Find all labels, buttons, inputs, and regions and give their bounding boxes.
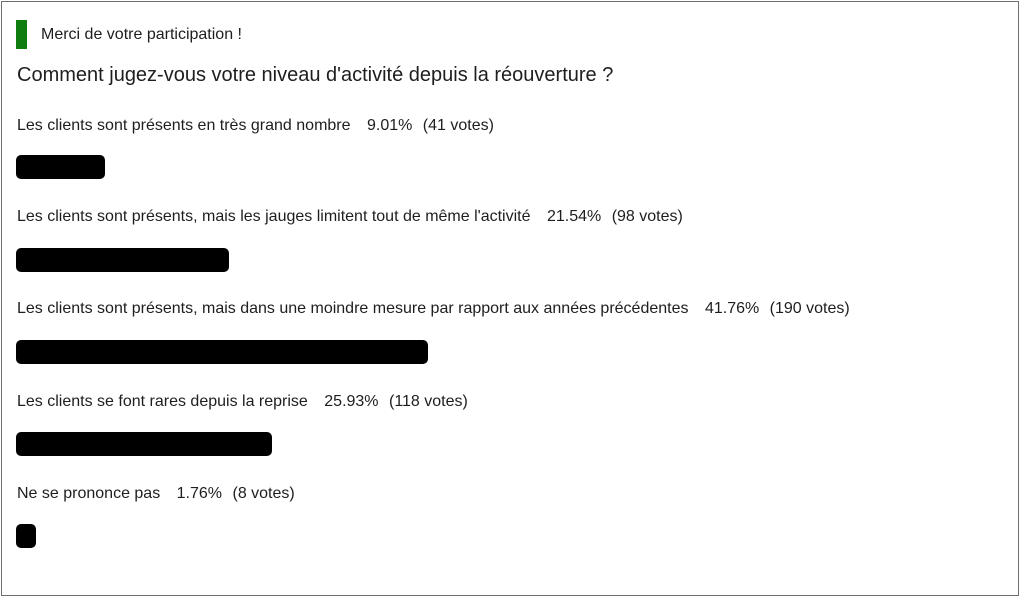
poll-option-label (17, 300, 850, 318)
notice-text: Merci de votre participation ! (41, 25, 242, 43)
poll-results-panel (1, 1, 1019, 596)
poll-option-label (17, 485, 295, 503)
option-percent: 25.93% (324, 393, 379, 410)
option-votes: (190 votes) (769, 300, 850, 317)
notice-accent-bar (16, 20, 27, 49)
poll-result-bar (16, 340, 428, 364)
option-votes: (98 votes) (611, 208, 683, 225)
option-percent: 9.01% (366, 117, 413, 134)
option-text: Ne se prononce pas (17, 485, 161, 502)
option-text: Les clients sont présents en très grand nombre (17, 117, 351, 134)
option-text: Les clients se font rares depuis la reprise (17, 393, 308, 410)
poll-option-label (17, 117, 494, 135)
poll-option-label (17, 208, 683, 226)
poll-result-bar (16, 248, 229, 272)
option-percent: 41.76% (704, 300, 760, 317)
option-votes: (8 votes) (232, 485, 295, 502)
option-text: Les clients sont présents, mais dans une moindre mesure par rapport aux années précédentes (17, 300, 689, 317)
poll-result-bar (16, 524, 36, 548)
option-votes: (41 votes) (422, 117, 494, 134)
poll-result-bar (16, 432, 272, 456)
participation-notice (16, 20, 242, 49)
poll-option-label (17, 393, 468, 411)
poll-question: Comment jugez-vous votre niveau d'activité depuis la réouverture ? (17, 64, 614, 86)
poll-result-bar (16, 155, 105, 179)
option-percent: 21.54% (546, 208, 602, 225)
option-text: Les clients sont présents, mais les jauges limitent tout de même l'activité (17, 208, 531, 225)
option-percent: 1.76% (176, 485, 223, 502)
option-votes: (118 votes) (388, 393, 468, 410)
